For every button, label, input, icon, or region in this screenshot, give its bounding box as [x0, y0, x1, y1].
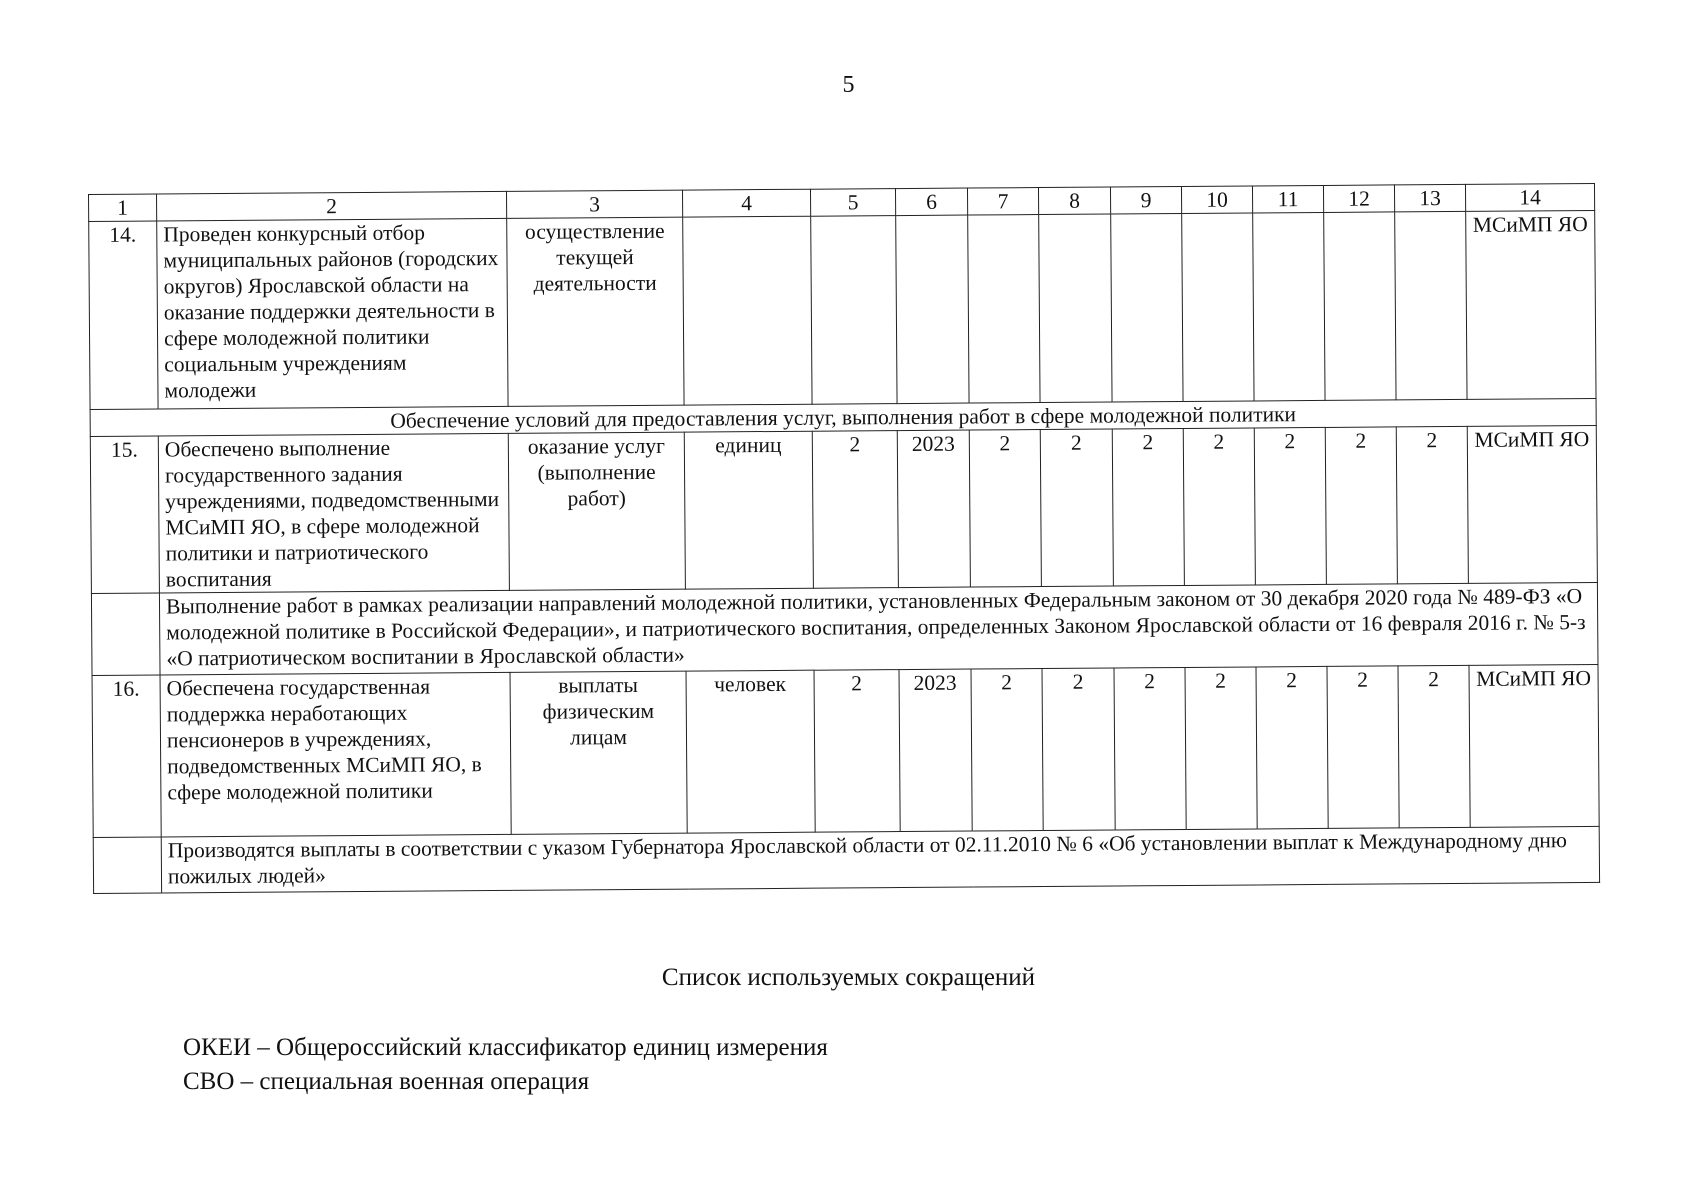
table-cell-col-10: 2	[1183, 428, 1255, 586]
table-cell-col-5	[811, 216, 897, 405]
table-cell-col-7	[968, 215, 1040, 404]
table-cell-col-14: МСиМП ЯО	[1469, 664, 1599, 827]
header-cell-col-8: 8	[1038, 187, 1110, 215]
header-cell-col-1: 1	[89, 194, 157, 221]
table-cell-col-9: 2	[1114, 667, 1186, 830]
table-cell-col-11: 2	[1256, 666, 1328, 829]
header-cell-col-14: 14	[1465, 183, 1594, 211]
table-cell-col-2: Обеспечена государственная поддержка неработающих пенсионеров в учреждениях, подведомственных МСиМП ЯО, в сфере молодежной политики	[160, 672, 511, 837]
table-cell-col-14: МСиМП ЯО	[1467, 425, 1597, 583]
table-cell-col-1: 14.	[89, 221, 158, 409]
note-empty-cell	[91, 593, 160, 675]
table-cell-col-6	[896, 215, 969, 404]
abbreviations-title: Список используемых сокращений	[661, 964, 1036, 991]
table-cell-col-9: 2	[1112, 428, 1184, 586]
header-cell-col-5: 5	[810, 189, 895, 217]
header-cell-col-9: 9	[1110, 186, 1181, 214]
table-cell-col-3: оказание услуг (выполнение работ)	[508, 432, 685, 590]
note-row	[93, 826, 1599, 893]
plan-table	[88, 183, 1600, 894]
note-empty-cell	[93, 837, 161, 893]
table-cell-col-5: 2	[814, 670, 900, 833]
note-text: Выполнение работ в рамках реализации направлений молодежной политики, установленных Федеральным законом от 30 декабря 2020 года № 489-ФЗ «О молодежной политике в Российской Федерации», и патриотического воспитания, определенных Законом Ярославской области от 16 февраля 2016 г. № 5-з «О патриотическом воспитании в Ярославской области»	[159, 582, 1598, 675]
table-cell-col-13	[1395, 211, 1467, 400]
table-cell-col-13: 2	[1396, 426, 1468, 584]
header-cell-col-2: 2	[157, 191, 507, 221]
table-row	[89, 210, 1596, 409]
section-band-text: Обеспечение условий для предоставления услуг, выполнения работ в сфере молодежной политики	[90, 398, 1596, 436]
table-cell-col-5: 2	[812, 431, 898, 589]
table-cell-col-1: 15.	[90, 436, 159, 593]
table-row	[90, 425, 1597, 593]
header-cell-col-6: 6	[895, 188, 967, 216]
table-cell-col-2: Обеспечено выполнение государственного задания учреждениями, подведомственными МСиМП ЯО, в сфере молодежной политики и патриотического воспитания	[158, 433, 509, 593]
table-cell-col-2: Проведен конкурсный отбор муниципальных районов (городских округов) Ярославской области на оказание поддержки деятельности в сфере молодежной политики социальным учреждениям молодежи	[157, 218, 508, 409]
abbreviation-item: ОКЕИ – Общероссийский классификатор единиц измерения	[183, 1034, 828, 1061]
table-cell-col-1: 16.	[92, 675, 161, 837]
table-cell-col-7: 2	[969, 430, 1041, 588]
header-cell-col-4: 4	[682, 189, 810, 217]
table-cell-col-11	[1253, 212, 1325, 401]
table-row	[92, 664, 1599, 837]
header-cell-col-13: 13	[1394, 184, 1465, 212]
table-cell-col-12	[1324, 212, 1396, 401]
table-cell-col-3: выплаты физическим лицам	[510, 671, 687, 834]
table-cell-col-8	[1039, 214, 1112, 403]
table-cell-col-3: осуществление текущей деятельности	[507, 217, 684, 406]
note-row	[91, 582, 1598, 675]
table-cell-col-11: 2	[1254, 427, 1326, 585]
table-cell-col-14: МСиМП ЯО	[1466, 210, 1596, 399]
table-cell-col-7: 2	[971, 669, 1043, 832]
header-cell-col-3: 3	[506, 190, 682, 218]
plan-table-wrapper	[88, 183, 1599, 894]
abbreviation-item: СВО – специальная военная операция	[183, 1068, 590, 1095]
table-cell-col-8: 2	[1040, 429, 1113, 587]
table-cell-col-4: человек	[686, 670, 815, 833]
header-cell-col-12: 12	[1323, 185, 1394, 213]
table-cell-col-6: 2023	[897, 430, 970, 588]
plan-table-body	[89, 183, 1600, 893]
table-cell-col-9	[1111, 213, 1183, 402]
header-cell-col-7: 7	[967, 188, 1038, 216]
table-cell-col-4	[683, 216, 812, 405]
table-cell-col-12: 2	[1327, 666, 1399, 829]
header-cell-col-11: 11	[1252, 185, 1323, 213]
header-cell-col-10: 10	[1181, 186, 1252, 214]
table-cell-col-10	[1182, 213, 1254, 402]
note-text: Производятся выплаты в соответствии с указом Губернатора Ярославской области от 02.11.2010 № 6 «Об установлении выплат к Международному дню пожилых людей»	[161, 826, 1599, 893]
table-cell-col-6: 2023	[899, 669, 972, 832]
table-cell-col-10: 2	[1185, 667, 1257, 830]
table-cell-col-12: 2	[1325, 427, 1397, 585]
table-cell-col-13: 2	[1398, 665, 1470, 828]
page-number: 5	[842, 72, 855, 98]
table-cell-col-4: единиц	[684, 431, 813, 589]
table-cell-col-8: 2	[1042, 668, 1115, 831]
